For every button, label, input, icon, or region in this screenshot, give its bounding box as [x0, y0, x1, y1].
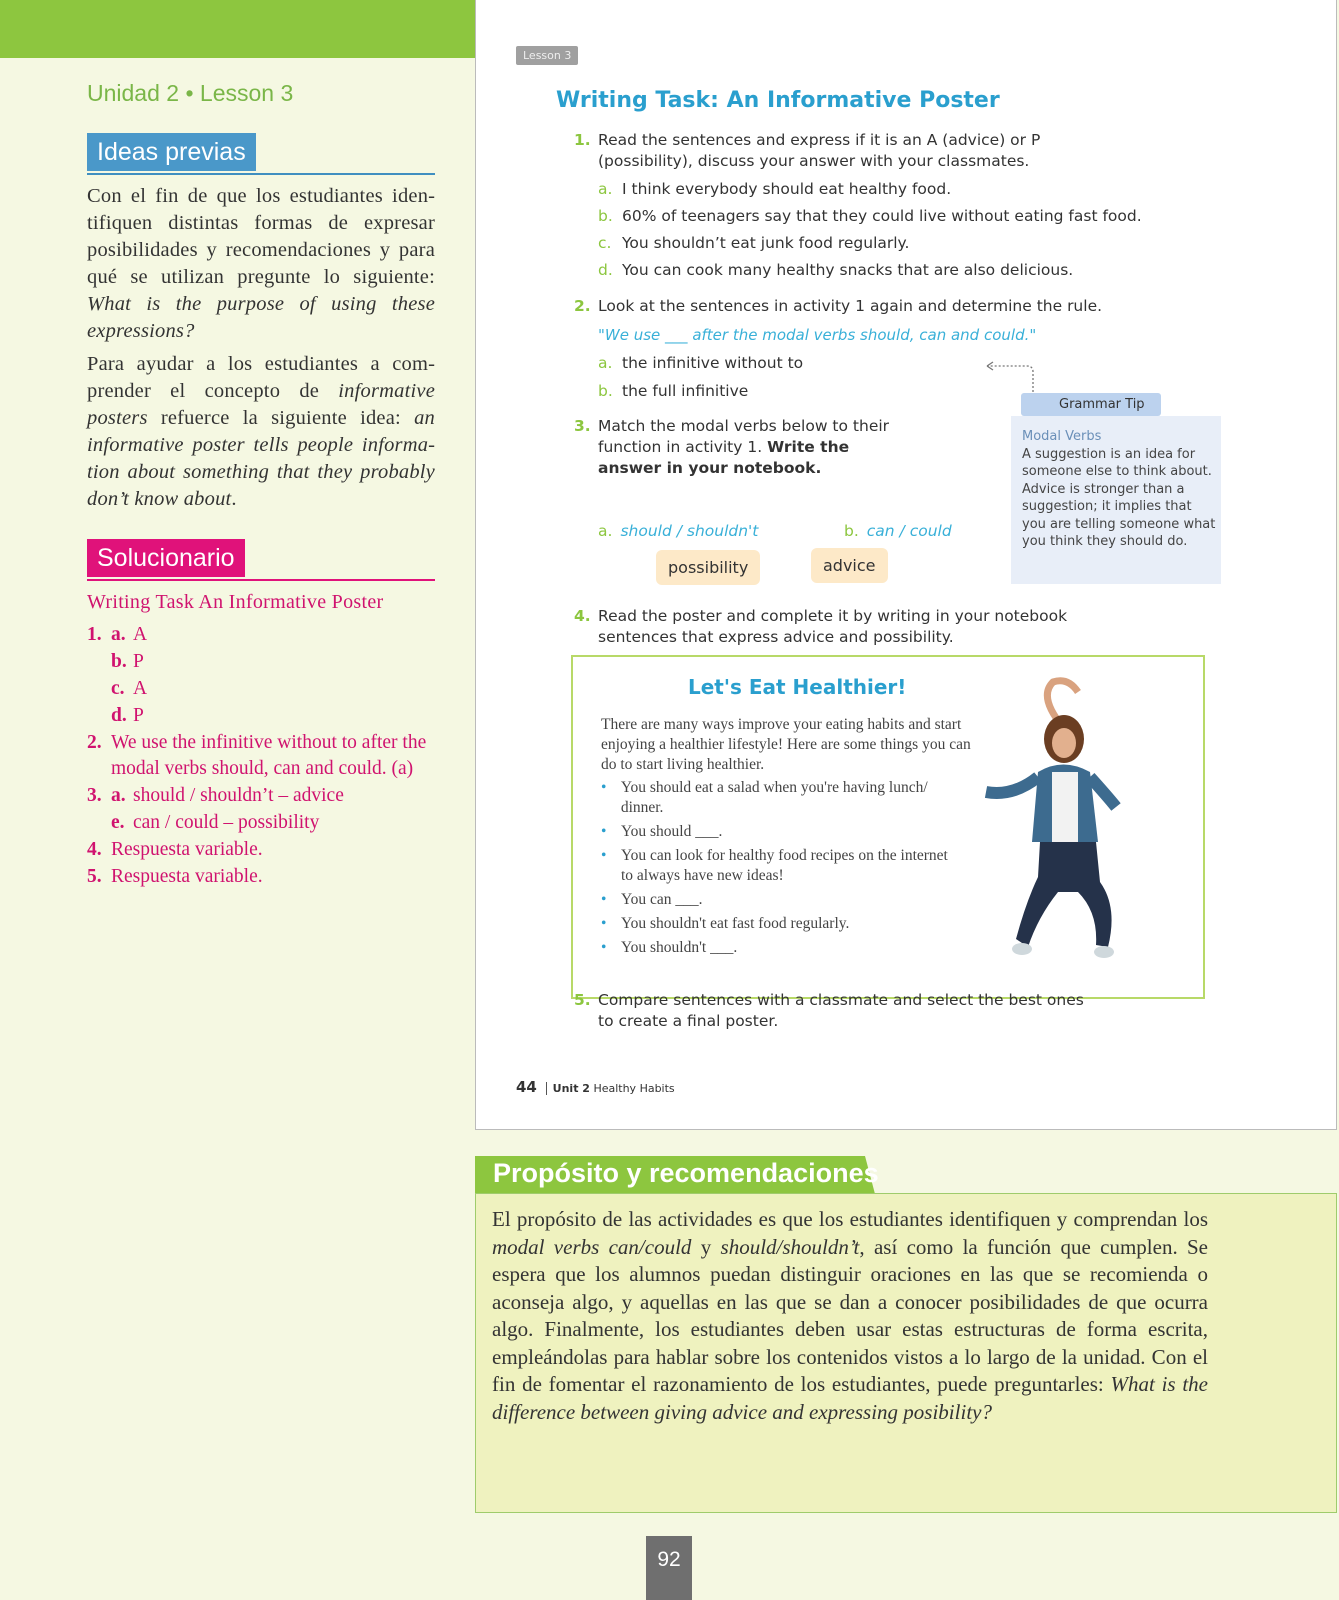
rule-sentence: "We use ___ after the modal verbs should, can and could." — [598, 326, 1037, 344]
answers-list — [87, 622, 435, 890]
grammar-tip-text: Modal Verbs A suggestion is an idea for someone else to think about. Advice is stronger than a suggestion; it implies that you are telling someone what you think they should do. — [1022, 429, 1216, 549]
student-book-page — [475, 0, 1337, 1130]
lesson-tab: Lesson 3 — [516, 46, 578, 65]
unit-title: Unidad 2 • Lesson 3 — [87, 80, 294, 106]
poster-title: Let's Eat Healthier! — [688, 675, 907, 699]
question-4: 4. Read the poster and complete it by writing in your notebook sentences that express advice and possibility. — [574, 607, 1068, 646]
solucionario-heading: Solucionario — [87, 539, 435, 581]
answer-box-advice: advice — [811, 548, 888, 583]
poster-bullet: • You should eat a salad when you're having lunch/ dinner. — [601, 779, 928, 816]
answer-row: 1. a. A — [87, 624, 148, 645]
poster-bullet: • You can look for healthy food recipes on the internet to always have new ideas! — [601, 847, 948, 884]
q1-item: d. You can cook many healthy snacks that are also delicious. — [598, 261, 1074, 279]
q1-item: c. You shouldn’t eat junk food regularly. — [598, 234, 910, 252]
ideas-paragraph-2: Para ayudar a los estudiantes a comprender el concepto de informative posters refuerce la siguiente idea: an informative poster tells people information about something that they probably don’t know about. — [87, 353, 435, 510]
poster — [571, 655, 1205, 999]
question-3: 3. Match the modal verbs below to their function in activity 1. Write the answer in your notebook. — [574, 417, 890, 477]
answer-row: e. can / could – possibility — [111, 812, 320, 833]
poster-bullet: • You shouldn't eat fast food regularly. — [601, 915, 850, 932]
q2-item: b. the full infinitive — [598, 382, 749, 400]
grammar-tip-tab: Grammar Tip — [1021, 393, 1161, 416]
poster-bullet: • You can ___. — [601, 891, 703, 908]
writing-task-title: Writing Task: An Informative Poster — [556, 88, 1000, 113]
q1-item: a. I think everybody should eat healthy food. — [598, 180, 952, 198]
teacher-notes-column — [87, 80, 435, 891]
top-green-bar — [0, 0, 476, 58]
answer-row: b. P — [111, 651, 144, 672]
page-number: 92 — [646, 1536, 692, 1600]
ideas-paragraph-1: Con el fin de que los estudiantes identifiquen distintas formas de expresar posibilidades y recomendaciones y para qué se utilizan pregunte lo siguiente: What is the purpose of using these expressions? — [87, 185, 435, 342]
proposito-text: El propósito de las actividades es que los estudiantes identifiquen y comprendan los modal verbs can/could y should/shouldn’t, así como la función que cumplen. Se espera que los alumnos puedan distinguir oraciones en las que se recomienda o aconseja algo, y aquellas en las que se dan a conocer posibilidades de que ocurra algo. Finalmente, los estudiantes deben usar estas estructuras de forma escrita, empleándolas para hablar sobre los contenidos vistos a lo largo de la unidad. Con el fin de fomentar el razonamiento de los estudiantes, puede preguntarles: What is the difference between giving advice and expressing posibility? — [492, 1207, 1209, 1424]
answer-row: 2. We use the infinitive without to after the modal verbs should, can and could. (a) — [87, 732, 427, 779]
book-footer: 44 Unit 2 Healthy Habits — [516, 1078, 675, 1096]
question-2: 2. Look at the sentences in activity 1 again and determine the rule. — [574, 297, 1103, 315]
proposito-heading: Propósito y recomendaciones — [493, 1158, 879, 1188]
q2-item: a. the infinitive without to — [598, 354, 804, 372]
answer-row: 4. Respuesta variable. — [87, 839, 263, 860]
option-b: b. can / could — [844, 522, 952, 540]
answer-row: c. A — [111, 678, 148, 699]
answer-row: 5. Respuesta variable. — [87, 866, 263, 887]
poster-intro: There are many ways improve your eating habits and start enjoying a healthier lifestyle! Here are some things you can do to start living healthier. — [601, 716, 971, 773]
jumping-girl-photo — [968, 677, 1138, 977]
answer-row: 3. a. should / shouldn’t – advice — [87, 785, 344, 806]
option-a: a. should / shouldn't — [598, 522, 759, 540]
solucionario-title: Writing Task An Informative Poster — [87, 591, 384, 613]
question-5: 5. Compare sentences with a classmate and select the best ones to create a final poster. — [574, 991, 1084, 1030]
answer-box-possibility: possibility — [656, 550, 760, 585]
poster-bullet: • You shouldn't ___. — [601, 939, 738, 956]
answer-row: d. P — [111, 705, 144, 726]
ideas-previas-heading: Ideas previas — [87, 133, 435, 175]
poster-bullet: • You should ___. — [601, 823, 723, 840]
q1-item: b. 60% of teenagers say that they could live without eating fast food. — [598, 207, 1142, 225]
question-1: 1. Read the sentences and express if it is an A (advice) or P (possibility), discuss your answer with your classmates. — [574, 131, 1041, 170]
